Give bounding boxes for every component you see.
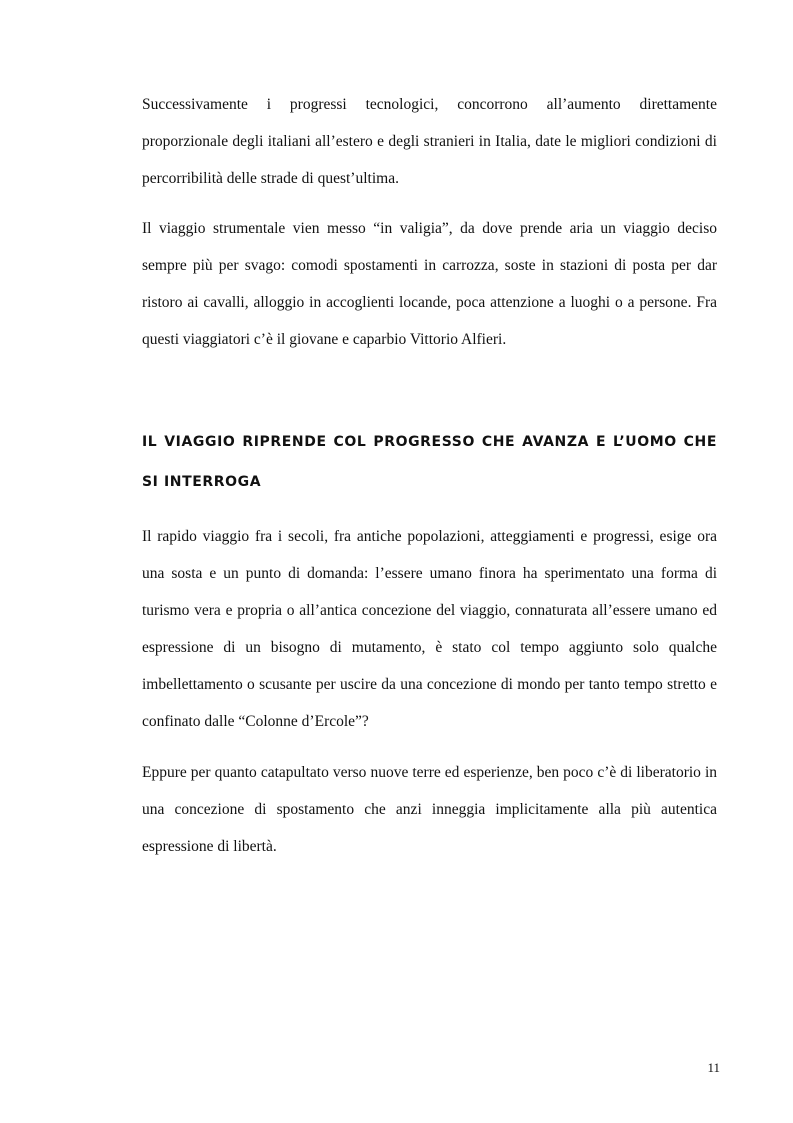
page-number: 11 (707, 1060, 720, 1075)
paragraph: Successivamente i progressi tecnologici, concorrono all’aumento direttamente proporzionale degli italiani all’estero e degli stranieri in Italia, date le migliori condizioni di percorribilità delle strade di quest’ultima. (142, 96, 717, 187)
paragraph: Il viaggio strumentale vien messo “in valigia”, da dove prende aria un viaggio deciso sempre più per svago: comodi spostamenti in carrozza, soste in stazioni di posta per dar ristoro ai cavalli, alloggio in accoglienti locande, poca attenzione a luoghi o a persone. Fra questi viaggiatori c’è il giovane e caparbio Vittorio Alfieri. (142, 220, 717, 348)
paragraph: Eppure per quanto catapultato verso nuove terre ed esperienze, ben poco c’è di liberatorio in una concezione di spostamento che anzi inneggia implicitamente alla più autentica espressione di libertà. (142, 764, 717, 855)
paragraph: Il rapido viaggio fra i secoli, fra antiche popolazioni, atteggiamenti e progressi, esige ora una sosta e un punto di domanda: l’essere umano finora ha sperimentato una forma di turismo vera e propria o all’antica concezione del viaggio, connaturata all’essere umano ed espressione di un bisogno di mutamento, è stato col tempo aggiunto solo qualche imbellettamento o scusante per uscire da una concezione di mondo per tanto tempo stretto e confinato dalle “Colonne d’Ercole”? (142, 528, 717, 730)
section-heading: IL VIAGGIO RIPRENDE COL PROGRESSO CHE AVANZA E L’UOMO CHE SI INTERROGA (142, 434, 717, 490)
